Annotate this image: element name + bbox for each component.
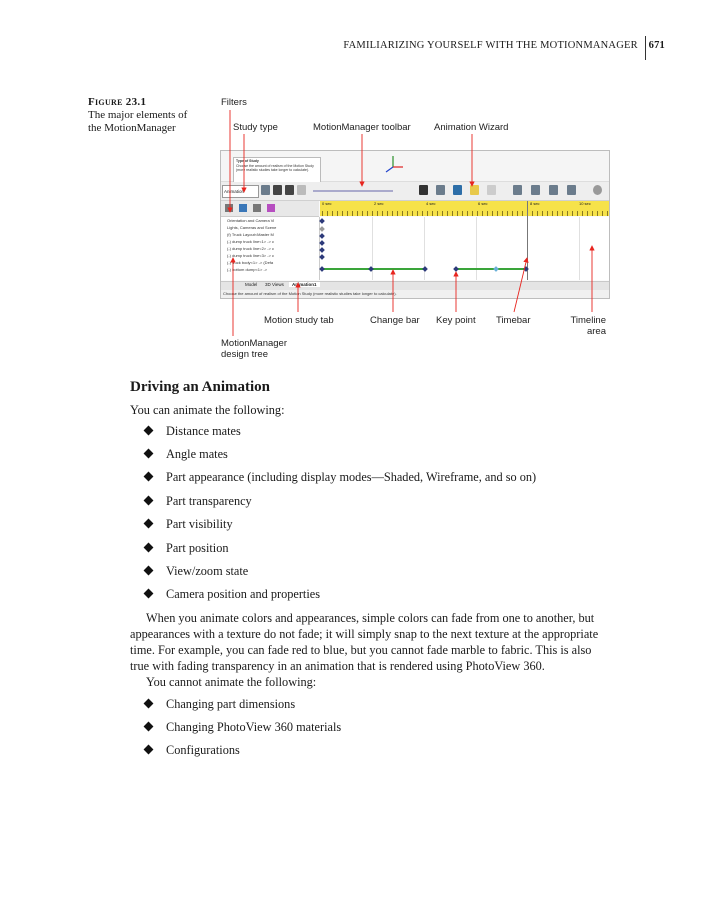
ruler-tick [427, 211, 428, 216]
ruler-tick [422, 211, 423, 216]
list-item: Part position [145, 541, 229, 556]
ruler-tick [387, 211, 388, 216]
key-point[interactable] [319, 240, 325, 246]
ruler-tick [512, 211, 513, 216]
bullet-diamond-icon [144, 566, 154, 576]
ruler-tick [442, 211, 443, 216]
filter-selected-icon[interactable] [267, 204, 275, 212]
ruler-tick [382, 211, 383, 216]
list-item: Changing PhotoView 360 materials [145, 720, 341, 735]
list-item: Camera position and properties [145, 587, 320, 602]
list-item: View/zoom state [145, 564, 248, 579]
ruler-tick [407, 211, 408, 216]
callout-key-point: Key point [436, 315, 476, 326]
ruler-tick [337, 211, 338, 216]
key-point[interactable] [319, 247, 325, 253]
callout-timebar: Timebar [496, 315, 531, 326]
tab-3d-views[interactable]: 3D Views [265, 282, 284, 287]
running-header [343, 40, 665, 51]
running-title: FAMILIARIZING YOURSELF WITH THE MOTIONMANAGER [343, 40, 638, 51]
key-point[interactable] [319, 226, 325, 232]
study-tabs [221, 281, 609, 290]
bullet-diamond-icon [144, 745, 154, 755]
ruler-tick [572, 211, 573, 216]
ruler-tick [402, 211, 403, 216]
section-title: Driving an Animation [130, 379, 271, 395]
key-point[interactable] [319, 233, 325, 239]
tree-item[interactable]: (-) dump truck line<1> -> c [227, 239, 275, 244]
ruler-tick [552, 211, 553, 216]
ruler-tick [577, 211, 578, 216]
section-intro: You can animate the following: [130, 403, 285, 417]
ruler-tick [397, 211, 398, 216]
key-point[interactable] [319, 218, 325, 224]
ruler-tick [477, 211, 478, 216]
list-item: Part appearance (including display modes—Shaded, Wireframe, and so on) [145, 470, 536, 485]
motor-icon[interactable] [487, 185, 496, 195]
callout-timeline-line-2: area [586, 326, 606, 337]
callout-design-tree-line-2: design tree [221, 349, 269, 360]
header-divider [645, 36, 646, 60]
callout-design-tree-line-1: MotionManager [221, 338, 288, 349]
ruler-tick [357, 211, 358, 216]
spring-icon[interactable] [513, 185, 522, 195]
ruler-tick [472, 211, 473, 216]
results-icon[interactable] [567, 185, 576, 195]
ruler-tick [492, 211, 493, 216]
key-point[interactable] [319, 254, 325, 260]
time-label: 0 sec [322, 201, 332, 206]
cannot-intro: You cannot animate the following: [146, 675, 317, 689]
gravity-icon[interactable] [549, 185, 558, 195]
ruler-tick [457, 211, 458, 216]
caption-line-2: the MotionManager [88, 122, 176, 134]
ruler-tick [417, 211, 418, 216]
tree-item[interactable]: (f) Truck Layout<Master M [227, 232, 274, 237]
ruler-tick [497, 211, 498, 216]
tab-animation1[interactable]: Animation1 [289, 282, 320, 287]
calculate-icon[interactable] [261, 185, 270, 195]
arrow-icon[interactable] [419, 185, 428, 195]
callout-design-tree [221, 338, 287, 360]
ruler-tick [487, 211, 488, 216]
ruler-tick [367, 211, 368, 216]
paragraph-line: appearances with a texture do not fade; it will simply snap to the next texture at the appropriate [130, 627, 599, 641]
tab-model[interactable]: Model [245, 282, 258, 287]
motionmanager-screenshot [220, 150, 610, 299]
motionmanager-toolbar [221, 182, 609, 201]
ruler-tick [607, 211, 608, 216]
bullet-diamond-icon [144, 699, 154, 709]
paragraph-line: time. For example, you can fade red to blue, but you cannot fade marble to fabric. This is also [130, 643, 592, 657]
ruler-tick [322, 211, 323, 216]
filter-driving-icon[interactable] [253, 204, 261, 212]
ruler-tick [452, 211, 453, 216]
ruler-tick [502, 211, 503, 216]
callout-motion-tab: Motion study tab [264, 315, 334, 326]
ruler-tick [592, 211, 593, 216]
list-item: Changing part dimensions [145, 697, 295, 712]
play-from-start-icon[interactable] [273, 185, 282, 195]
callout-timeline-line-1: Timeline [570, 315, 606, 326]
list-item: Distance mates [145, 424, 241, 439]
list-item: Configurations [145, 743, 240, 758]
ruler-tick [537, 211, 538, 216]
ruler-tick [542, 211, 543, 216]
bullet-diamond-icon [144, 426, 154, 436]
stop-icon[interactable] [297, 185, 306, 195]
ruler-tick [562, 211, 563, 216]
filter-bar [221, 201, 319, 217]
filter-animated-icon[interactable] [239, 204, 247, 212]
save-animation-icon[interactable] [453, 185, 462, 195]
paragraph-line: When you animate colors and appearances, simple colors can fade from one to another, but [146, 611, 595, 625]
ruler-tick [547, 211, 548, 216]
time-label: 4 sec [426, 201, 436, 206]
callout-filters: Filters [221, 97, 247, 108]
change-bar[interactable] [456, 268, 526, 270]
contact-icon[interactable] [531, 185, 540, 195]
ruler-tick [507, 211, 508, 216]
tree-item[interactable]: (-) dump truck line<2> -> c [227, 246, 275, 251]
figure-number: Figure 23.1 [88, 96, 147, 108]
timeline-gridline [476, 217, 477, 280]
paragraph-line: true with fading transparency in an animation that is rendered using PhotoView 360. [130, 659, 545, 673]
bullet-diamond-icon [144, 449, 154, 459]
ruler-tick [362, 211, 363, 216]
ruler-tick [447, 211, 448, 216]
ruler-tick [462, 211, 463, 216]
callout-timeline [566, 315, 606, 337]
page-number: 671 [648, 40, 665, 51]
callout-wizard: Animation Wizard [434, 122, 509, 133]
callout-toolbar: MotionManager toolbar [313, 122, 411, 133]
tree-item[interactable]: (-) truck body<1> -> (Defa [227, 260, 274, 265]
ruler-tick [597, 211, 598, 216]
tooltip-text: Choose the amount of realism of the Motion Study (more realistic studies take longer to calculate). [236, 163, 314, 172]
play-icon[interactable] [285, 185, 294, 195]
ruler-tick [352, 211, 353, 216]
time-label: 10 sec [579, 201, 591, 206]
tooltip-title: Type of Study [236, 159, 259, 163]
tree-item[interactable]: (-) dump truck line<3> -> c [227, 253, 275, 258]
figure-caption [88, 96, 208, 135]
settings-gear-icon[interactable] [593, 185, 602, 195]
caption-line-1: The major elements of [88, 109, 188, 121]
ruler-tick [432, 211, 433, 216]
ruler-tick [437, 211, 438, 216]
time-label: 2 sec [374, 201, 384, 206]
list-item: Angle mates [145, 447, 228, 462]
ruler-tick [372, 211, 373, 216]
triad-icon [381, 153, 405, 177]
ruler-tick [332, 211, 333, 216]
animation-wizard-icon[interactable] [470, 185, 479, 195]
bullet-diamond-icon [144, 519, 154, 529]
study-type-tooltip [233, 157, 321, 183]
bullet-diamond-icon [144, 496, 154, 506]
tree-item[interactable]: Orientation and Camera Vi [227, 218, 275, 223]
ruler-tick [532, 211, 533, 216]
ruler-tick [482, 211, 483, 216]
ruler-tick [412, 211, 413, 216]
tree-item[interactable]: Lights, Cameras and Scene [227, 225, 277, 230]
design-tree [221, 217, 320, 280]
bullet-diamond-icon [144, 589, 154, 599]
callout-study-type: Study type [233, 122, 278, 133]
tree-item[interactable]: (-) bottom dump<1> -> [227, 267, 268, 272]
ruler-tick [342, 211, 343, 216]
time-label: 8 sec [530, 201, 540, 206]
time-label: 6 sec [478, 201, 488, 206]
list-item: Part transparency [145, 494, 252, 509]
ruler-tick [587, 211, 588, 216]
ruler-tick [467, 211, 468, 216]
bullet-diamond-icon [144, 472, 154, 482]
ruler-tick [522, 211, 523, 216]
screenshot-topbar [221, 151, 609, 182]
ruler-tick [392, 211, 393, 216]
ruler-tick [602, 211, 603, 216]
timeline-area[interactable] [320, 217, 609, 280]
bullet-diamond-icon [144, 722, 154, 732]
ruler-tick [327, 211, 328, 216]
body-paragraph [130, 610, 650, 690]
list-item: Part visibility [145, 517, 233, 532]
ruler-tick [517, 211, 518, 216]
autokey-icon[interactable] [436, 185, 445, 195]
ruler-tick [557, 211, 558, 216]
ruler-tick [567, 211, 568, 216]
callout-change-bar: Change bar [370, 315, 420, 326]
status-bar: Choose the amount of realism of the Motion Study (more realistic studies take longer to calculate). [221, 290, 610, 298]
playback-slider[interactable] [313, 190, 393, 192]
ruler-tick [347, 211, 348, 216]
study-type-select[interactable]: Animation [222, 185, 259, 198]
bullet-diamond-icon [144, 543, 154, 553]
filter-icon[interactable] [225, 204, 233, 212]
ruler-tick [582, 211, 583, 216]
timeline-ruler[interactable] [320, 201, 609, 216]
timeline-gridline [579, 217, 580, 280]
ruler-tick [377, 211, 378, 216]
